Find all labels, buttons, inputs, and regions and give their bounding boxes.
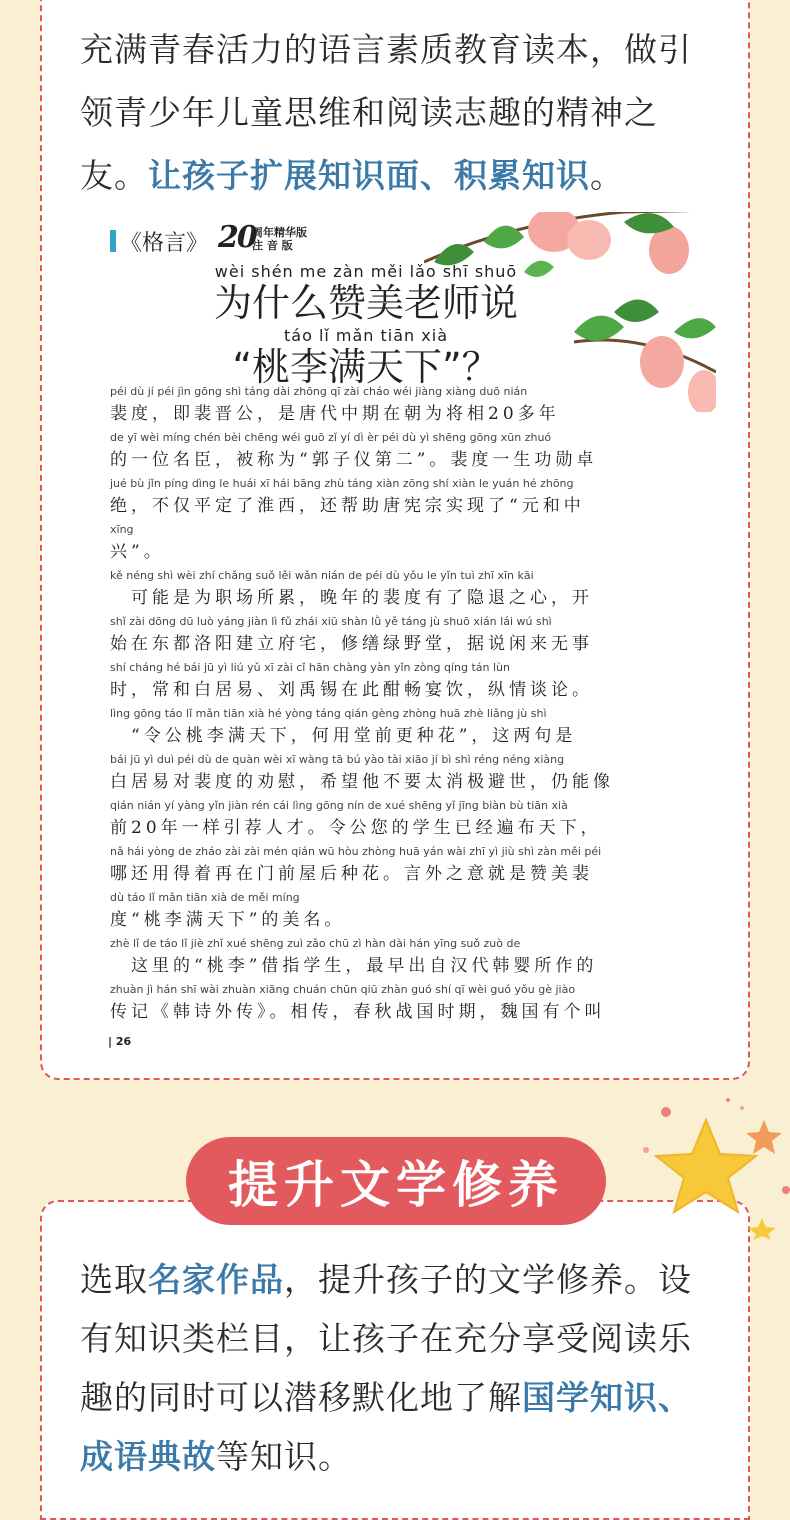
series-edition-line1: 周年精华版 — [252, 226, 307, 239]
text-line — [110, 569, 700, 608]
line-pinyin: lìng gōng táo lǐ mǎn tiān xià hé yòng táng qián gèng zhòng huā zhè liǎng jù shì — [110, 707, 547, 720]
line-text: 始在东都洛阳建立府宅，修缮绿野堂，据说闲来无事 — [110, 634, 593, 654]
body2-highlight-1: 名家作品 — [148, 1260, 284, 1299]
line-text: 传记《韩诗外传》。相传，春秋战国时期，魏国有个叫 — [110, 1002, 606, 1022]
intro-highlight: 让孩子扩展知识面、积累知识 — [148, 156, 590, 195]
text-line — [110, 799, 700, 838]
line-text: 可能是为职场所累，晚年的裴度有了隐退之心，开 — [110, 588, 593, 608]
line-text: 时，常和白居易、刘禹锡在此酣畅宴饮，纵情谈论。 — [110, 680, 593, 700]
text-line — [110, 891, 700, 930]
text-line — [110, 753, 700, 792]
text-line — [110, 661, 700, 700]
text-line — [110, 615, 700, 654]
series-anniversary: 20 — [218, 220, 256, 255]
line-pinyin: de yī wèi míng chén bèi chēng wéi guō zǐ yí dì èr péi dù yì shēng gōng xūn zhuó — [110, 431, 552, 444]
line-pinyin: bái jū yì duì péi dù de quàn wèi xī wàng tā bú yào tài xiāo jí bì shì réng néng xiàng — [110, 753, 565, 766]
text-line — [110, 707, 700, 746]
line-pinyin: dù táo lǐ mǎn tiān xià de měi míng — [110, 891, 300, 904]
line-text: 哪还用得着再在门前屋后种花。言外之意就是赞美裴 — [110, 864, 593, 884]
article-title-line1 — [196, 262, 536, 325]
page-number: | 26 — [108, 1035, 132, 1048]
literature-paragraph — [80, 1250, 725, 1486]
series-edition-line2: 注 音 版 — [252, 239, 293, 252]
title-text-1: 为什么赞美老师说 — [213, 281, 518, 325]
line-text: 兴”。 — [110, 542, 165, 562]
line-pinyin: zhuàn jì hán shī wài zhuàn xiāng chuán chūn qiū zhàn guó shí qī wèi guó yǒu gè jiào — [110, 983, 576, 996]
body2-text-3: 等知识。 — [216, 1437, 352, 1476]
text-line — [110, 845, 700, 884]
line-text: “令公桃李满天下，何用堂前更种花”，这两句是 — [110, 726, 577, 746]
title-pinyin-1: wèi shén me zàn měi lǎo shī shuō — [214, 262, 518, 281]
text-line — [110, 937, 700, 976]
line-pinyin: shǐ zài dōng dū luò yáng jiàn lì fǔ zhái xiū shàn lǜ yě táng jù shuō xián lái wú shì — [110, 615, 552, 628]
intro-paragraph — [80, 18, 725, 207]
line-text: 度“桃李满天下”的美名。 — [110, 910, 346, 930]
line-text: 绝，不仅平定了淮西，还帮助唐宪宗实现了“元和中 — [110, 496, 585, 516]
line-pinyin: kě néng shì wèi zhí chǎng suǒ lěi wǎn nián de péi dù yǒu le yǐn tuì zhī xīn kāi — [110, 569, 534, 582]
body2-text-2: ，提升孩子的文学修养。设有知识类栏目，让孩子在充分享受阅读乐趣的同时可以潜移默化地了解 — [80, 1260, 692, 1417]
line-text: 前20年一样引荐人才。令公您的学生已经遍布天下， — [110, 818, 602, 838]
banner-label: 提升文学修养 — [228, 1156, 564, 1214]
text-line — [110, 431, 700, 470]
text-line — [110, 523, 700, 562]
section-banner — [186, 1137, 606, 1225]
text-line — [110, 385, 700, 424]
article-title-line2 — [196, 326, 536, 389]
series-name: 《格言》 — [120, 231, 209, 256]
line-text: 裴度，即裴晋公，是唐代中期在朝为将相20多年 — [110, 404, 560, 424]
book-page-sample — [96, 212, 716, 1062]
intro-end: 。 — [590, 156, 624, 195]
title-pinyin-2: táo lǐ mǎn tiān xià — [283, 326, 448, 345]
line-pinyin: shí cháng hé bái jū yì liú yǔ xī zài cǐ hān chàng yàn yǐn zòng qíng tán lùn — [110, 661, 510, 674]
line-pinyin: jué bù jǐn píng dìng le huái xī hái bāng zhù táng xiàn zōng shí xiàn le yuán hé zhōng — [110, 477, 574, 490]
line-pinyin: xīng — [110, 523, 134, 536]
line-pinyin: nǎ hái yòng de zháo zài zài mén qián wū hòu zhòng huā yán wài zhī yì jiù shì zàn měi péi — [110, 845, 602, 858]
series-edition — [252, 226, 312, 252]
line-text: 这里的“桃李”借指学生，最早出自汉代韩婴所作的 — [110, 956, 598, 976]
line-text: 的一位名臣，被称为“郭子仪第二”。裴度一生功勋卓 — [110, 450, 598, 470]
body2-highlight-2: 国学知识、成语典故 — [80, 1378, 692, 1476]
line-pinyin: zhè lǐ de táo lǐ jiè zhǐ xué shēng zuì zǎo chū zì hàn dài hán yīng suǒ zuò de — [110, 937, 521, 950]
line-pinyin: péi dù jí péi jìn gōng shì táng dài zhōng qī zài cháo wéi jiàng xiàng duō nián — [110, 385, 528, 398]
body2-text-1: 选取 — [80, 1260, 148, 1299]
line-pinyin: qián nián yí yàng yǐn jiàn rén cái lìng gōng nín de xué shēng yǐ jīng biàn bù tiān xià — [110, 799, 568, 812]
title-text-2: “桃李满天下”？ — [232, 345, 500, 389]
series-marker — [110, 230, 116, 252]
intro-text: 充满青春活力的语言素质教育读本，做引领青少年儿童思维和阅读志趣的精神之友。 — [80, 30, 692, 195]
text-line — [110, 477, 700, 516]
line-text: 白居易对裴度的劝慰，希望他不要太消极避世，仍能像 — [110, 772, 614, 792]
star-decoration — [636, 1090, 790, 1240]
text-line — [110, 983, 700, 1022]
